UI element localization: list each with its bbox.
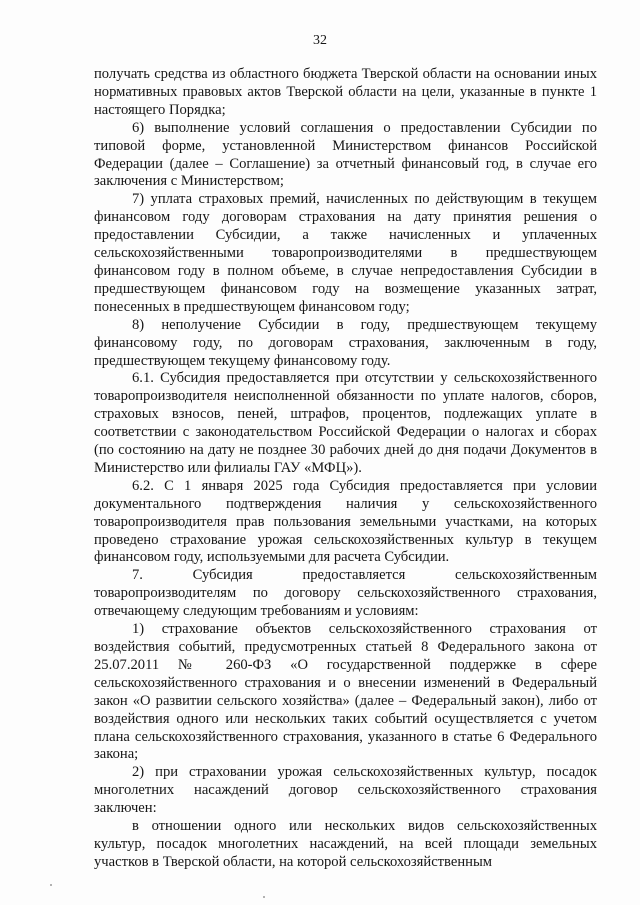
paragraph-item-6: 6) выполнение условий соглашения о предоставлении Субсидии по типовой форме, установленной Министерством финансов Российской Федерации (далее – Соглашение) за отчетный финансовый год, в случае его заключения с Министерством;: [94, 119, 597, 190]
scan-speck: [50, 884, 52, 886]
paragraph-6-2: 6.2. С 1 января 2025 года Субсидия предоставляется при условии документального подтверждения наличия у сельскохозяйственного товаропроизводителя прав пользования земельными участками, на которых проведено страхование урожая сельскохозяйственных культур в текущем финансовом году, используемыми для расчета Субсидии.: [94, 477, 597, 566]
paragraph-continuation: получать средства из областного бюджета Тверской области на основании иных нормативных правовых актов Тверской области на цели, указанные в пункте 1 настоящего Порядка;: [94, 66, 597, 118]
page-number: 32: [313, 33, 327, 48]
paragraph-6-1: 6.1. Субсидия предоставляется при отсутствии у сельскохозяйственного товаропроизводителя неисполненной обязанности по уплате налогов, сборов, страховых взносов, пеней, штрафов, процентов, подлежащих уплате в соответствии с законодательством Российской Федерации о налогах и сборах (по состоянию на дату не позднее 30 рабочих дней до дня подачи Документов в Министерство или филиалы ГАУ «МФЦ»).: [94, 370, 597, 476]
scan-speck: [263, 896, 265, 898]
paragraph-7-item-2-detail: в отношении одного или нескольких видов сельскохозяйственных культур, посадок многолетних насаждений, на всей площади земельных участков в Тверской области, на которой сельскохозяйственным: [94, 818, 597, 870]
paragraph-7-item-1: 1) страхование объектов сельскохозяйственного страхования от воздействия событий, предусмотренных статьей 8 Федерального закона от 25.07.2011 № 260-ФЗ «О государственной поддержке в сфере сельскохозяйственного страхования и о внесении изменений в Федеральный закон «О развитии сельского хозяйства» (далее – Федеральный закон), либо от воздействия одного или нескольких таких событий осуществляется с учетом плана сельскохозяйственного страхования, указанного в статье 6 Федерального закона;: [94, 621, 597, 763]
paragraph-7: 7. Субсидия предоставляется сельскохозяйственным товаропроизводителям по договору сельскохозяйственного страхования, отвечающему следующим требованиям и условиям:: [94, 567, 597, 620]
paragraph-item-8: 8) неполучение Субсидии в году, предшествующем текущему финансовому году, по договорам страхования, заключенным в году, предшествующем текущему финансовому году.: [94, 316, 597, 369]
document-body: [94, 66, 597, 872]
paragraph-item-7: 7) уплата страховых премий, начисленных по действующим в текущем финансовом году договорам страхования на дату принятия решения о предоставлении Субсидии, а также начисленных и уплаченных сельскохозяйственными товаропроизводителями в предшествующем финансовом году в полном объеме, в случае непредоставления Субсидии в предшествующем финансовом году на возмещение указанных затрат, понесенных в предшествующем финансовом году;: [94, 191, 597, 315]
paragraph-7-item-2: 2) при страховании урожая сельскохозяйственных культур, посадок многолетних насаждений договор сельскохозяйственного страхования заключен:: [94, 764, 597, 817]
